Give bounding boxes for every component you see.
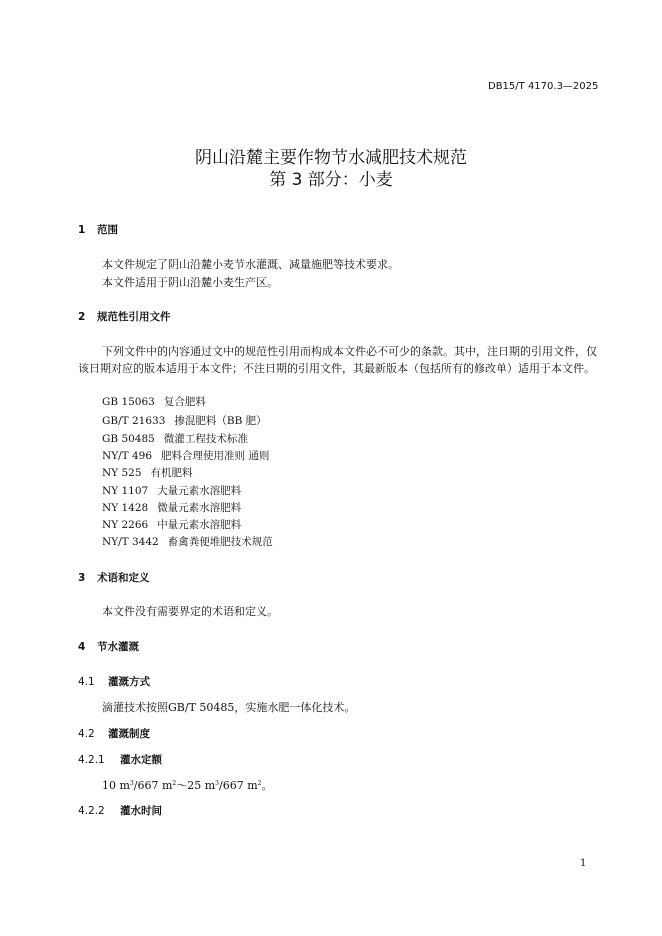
section-number: 4.2.2 [78,805,105,817]
document-subtitle: 第 3 部分：小麦 [269,170,393,190]
reference-name: 复合肥料 [163,396,206,408]
section-number: 4.2.1 [78,754,105,766]
quota-text: 10 m [102,779,130,792]
section-title: 灌水定额 [120,754,162,766]
quota-superscript: 2 [172,780,177,787]
section-title: 灌溉方式 [108,676,150,688]
section-title: 灌溉制度 [108,728,150,740]
paragraph: 滴灌技术按照GB/T 50485，实施水肥一体化技术。 [102,701,356,714]
quota-superscript: 3 [215,780,219,787]
irrigation-quota [102,777,272,793]
section-number: 4.2 [78,728,95,740]
reference-item [102,483,241,498]
reference-code: NY 1107 [102,485,149,497]
paragraph: 本文件没有需要界定的术语和定义。 [102,605,278,618]
section-4-2-1-heading [78,752,162,767]
reference-code: NY 1428 [102,502,149,514]
reference-item [102,517,241,532]
section-number: 1 [78,224,86,236]
reference-name: 畜禽粪便堆肥技术规范 [167,536,273,548]
section-title: 节水灌溉 [97,641,139,653]
section-number: 2 [78,311,86,323]
section-number: 4 [78,641,86,653]
section-4-2-2-heading [78,803,162,818]
reference-item [102,448,269,463]
document-code: DB15/T 4170.3—2025 [488,81,599,92]
quota-text: 。 [261,779,273,792]
section-3-heading [78,570,150,585]
page-number: 1 [580,858,587,869]
reference-item [102,431,248,446]
reference-name: 有机肥料 [150,467,193,479]
reference-code: NY/T 496 [102,450,153,462]
section-title: 规范性引用文件 [97,311,171,323]
reference-item [102,465,193,480]
reference-name: 中量元素水溶肥料 [157,519,242,531]
reference-item [102,534,273,549]
reference-name: 微灌工程技术标准 [163,433,248,445]
section-4-1-heading [78,674,150,689]
reference-name: 掺混肥料（BB 肥） [174,415,267,427]
reference-item [102,394,206,409]
section-2-heading [78,309,171,324]
reference-name: 大量元素水溶肥料 [157,485,242,497]
reference-item [102,500,241,515]
paragraph: 下列文件中的内容通过文中的规范性引用而构成本文件必不可少的条款。其中，注日期的引用文件，仅该日期对应的版本适用于本文件；不注日期的引用文件，其最新版本（包括所有的修改单）适用于本文件。 [78,345,597,375]
paragraph: 本文件适用于阴山沿麓小麦生产区。 [102,276,278,289]
reference-item [102,413,267,428]
section-title: 灌水时间 [120,805,162,817]
quota-superscript: 3 [129,780,134,787]
quota-text: /667 m [133,779,173,792]
reference-code: NY/T 3442 [102,536,159,548]
section-title: 范围 [97,224,118,236]
section-number: 4.1 [78,676,95,688]
quota-superscript: 2 [257,780,262,787]
section-title: 术语和定义 [97,572,150,584]
section-1-heading [78,222,118,237]
paragraph: 本文件规定了阴山沿麓小麦节水灌溉、减量施肥等技术要求。 [102,258,399,271]
reference-name: 肥料合理使用准则 通则 [161,450,270,462]
section-4-2-heading [78,726,150,741]
reference-code: GB/T 21633 [102,415,166,427]
quota-text: /667 m [219,779,258,792]
reference-code: NY 525 [102,467,142,479]
section-4-heading [78,639,139,654]
document-title: 阴山沿麓主要作物节水减肥技术规范 [195,148,467,168]
reference-code: NY 2266 [102,519,149,531]
quota-text: ～25 m [176,779,216,792]
reference-name: 微量元素水溶肥料 [157,502,242,514]
reference-code: GB 15063 [102,396,155,408]
section-number: 3 [78,572,86,584]
reference-code: GB 50485 [102,433,155,445]
